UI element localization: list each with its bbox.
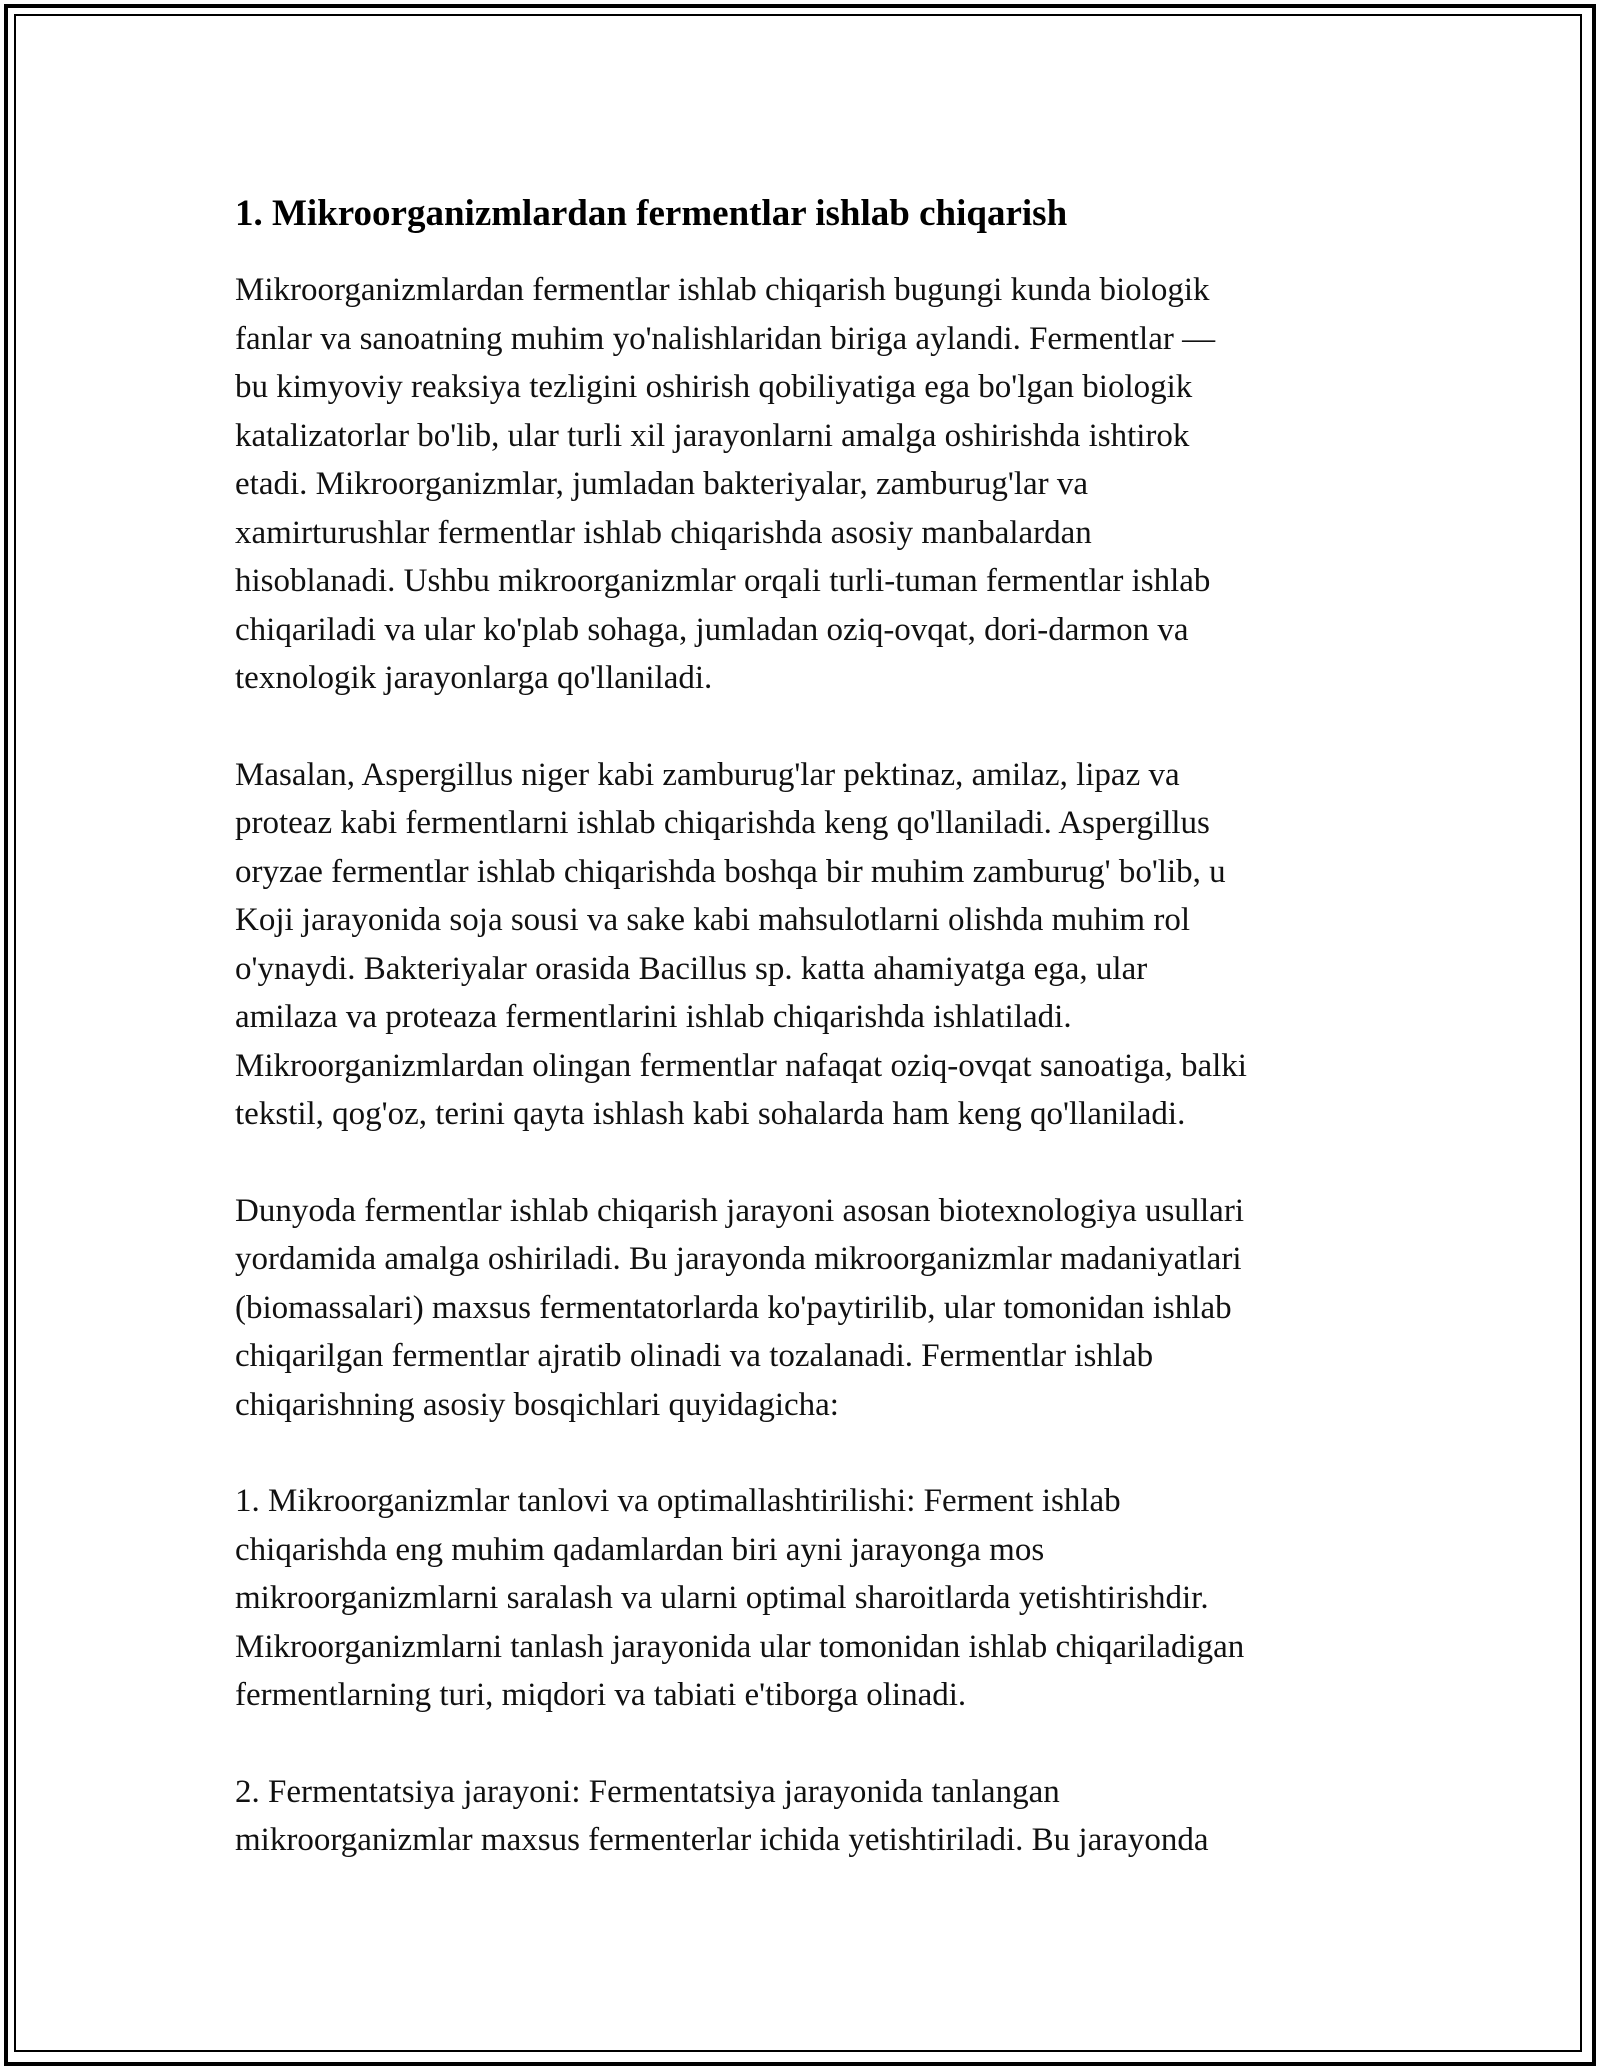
document-body: [235, 188, 1365, 1865]
paragraph-step-1: 1. Mikroorganizmlar tanlovi va optimallashtirilishi: Ferment ishlab chiqarishda eng muhim qadamlardan biri ayni jarayonga mos mikroorganizmlarni saralash va ularni optimal sharoitlarda yetishtirishdir. Mikroorganizmlarni tanlash jarayonida ular tomonidan ishlab chiqariladigan fermentlarning turi, miqdori va tabiati e'tiborga olinadi.: [235, 1483, 1245, 1713]
paragraph-intro: Mikroorganizmlardan fermentlar ishlab chiqarish bugungi kunda biologik fanlar va sanoatning muhim yo'nalishlaridan biriga aylandi. Fermentlar — bu kimyoviy reaksiya tezligini oshirish qobiliyatiga ega bo'lgan biologik katalizatorlar bo'lib, ular turli xil jarayonlarni amalga oshirishda ishtirok etadi. Mikroorganizmlar, jumladan bakteriyalar, zamburug'lar va xamirturushlar fermentlar ishlab chiqarishda asosiy manbalardan hisoblanadi. Ushbu mikroorganizmlar orqali turli-tuman fermentlar ishlab chiqariladi va ular ko'plab sohaga, jumladan oziq-ovqat, dori-darmon va texnologik jarayonlarga qo'llaniladi.: [235, 272, 1216, 696]
paragraph-examples: Masalan, Aspergillus niger kabi zamburug'lar pektinaz, amilaz, lipaz va proteaz kabi fermentlarni ishlab chiqarishda keng qo'llaniladi. Aspergillus oryzae fermentlar ishlab chiqarishda boshqa bir muhim zamburug' bo'lib, u Koji jarayonida soja sousi va sake kabi mahsulotlarni olishda muhim rol o'ynaydi. Bakteriyalar orasida Bacillus sp. katta ahamiyatga ega, ular amilaza va proteaza fermentlarini ishlab chiqarishda ishlatiladi. Mikroorganizmlardan olingan fermentlar nafaqat oziq-ovqat sanoatiga, balki tekstil, qog'oz, terini qayta ishlash kabi sohalarda ham keng qo'llaniladi.: [235, 756, 1247, 1132]
paragraph-process: Dunyoda fermentlar ishlab chiqarish jarayoni asosan biotexnologiya usullari yordamida amalga oshiriladi. Bu jarayonda mikroorganizmlar madaniyatlari (biomassalari) maxsus fermentatorlarda ko'paytirilib, ular tomonidan ishlab chiqarilgan fermentlar ajratib olinadi va tozalanadi. Fermentlar ishlab chiqarishning asosiy bosqichlari quyidagicha:: [235, 1192, 1244, 1423]
section-heading: 1. Mikroorganizmlardan fermentlar ishlab chiqarish: [235, 193, 1068, 234]
paragraph-step-2: 2. Fermentatsiya jarayoni: Fermentatsiya jarayonida tanlangan mikroorganizmlar maxsus fermenterlar ichida yetishtiriladi. Bu jarayonda: [235, 1773, 1209, 1858]
